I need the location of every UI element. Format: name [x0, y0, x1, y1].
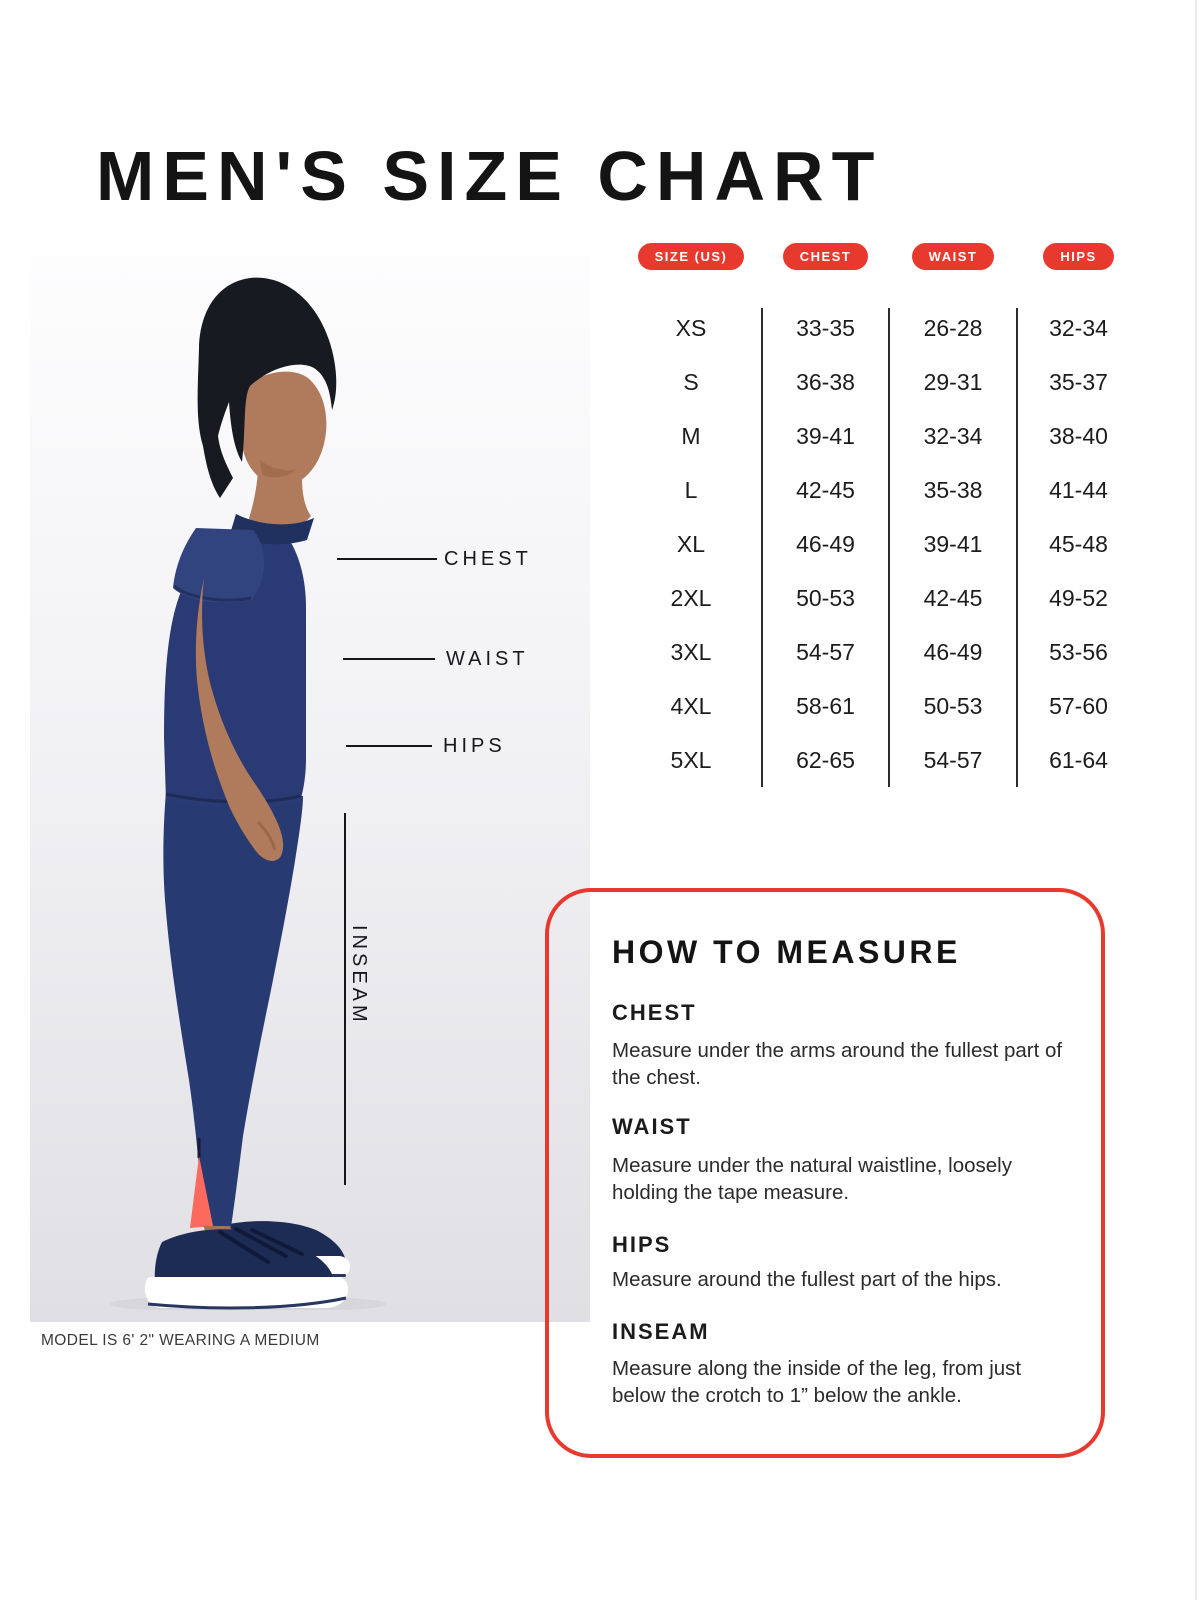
- chest-cell: 33-35: [796, 314, 855, 341]
- hips-cell: 49-52: [1049, 584, 1108, 611]
- chest-cell: 50-53: [796, 584, 855, 611]
- waist-cell: 29-31: [923, 368, 983, 395]
- measure-inseam-heading: INSEAM: [612, 1319, 710, 1344]
- hips-pointer-line: [346, 745, 432, 747]
- waist-label: WAIST: [446, 648, 529, 670]
- chest-cell: 46-49: [796, 530, 855, 557]
- measure-chest-text: Measure under the arms around the fullest part of the chest.: [612, 1039, 1063, 1089]
- measure-chest-heading: CHEST: [612, 1000, 697, 1025]
- chest-cell: 42-45: [796, 476, 855, 503]
- face: [241, 372, 327, 486]
- inseam-label: INSEAM: [348, 925, 370, 1026]
- model-caption: MODEL IS 6' 2" WEARING A MEDIUM: [41, 1332, 320, 1349]
- chest-cell: 39-41: [796, 422, 855, 449]
- size-cell: 2XL: [670, 584, 712, 611]
- size-cell: XS: [675, 314, 707, 341]
- page-title: MEN'S SIZE CHART: [96, 136, 883, 215]
- page-edge-line: [1195, 0, 1197, 1600]
- size-cell: S: [683, 368, 699, 395]
- column-divider: [1016, 308, 1018, 787]
- column-header-chest: [762, 243, 889, 301]
- waist-cell: 32-34: [923, 422, 983, 449]
- waist-cell: 54-57: [923, 746, 983, 773]
- inseam-pointer-line: [344, 813, 346, 1185]
- chest-cell: 62-65: [796, 746, 855, 773]
- hips-pill: HIPS: [1043, 243, 1113, 270]
- measure-hips-heading: HIPS: [612, 1232, 672, 1257]
- how-to-measure-title: HOW TO MEASURE: [612, 934, 961, 970]
- size-cell: 4XL: [670, 692, 712, 719]
- measure-inseam-text: Measure along the inside of the leg, from just below the crotch to 1” below the ankle.: [612, 1357, 1022, 1407]
- chest-cell: 54-57: [796, 638, 855, 665]
- waist-pill: WAIST: [912, 243, 995, 270]
- sleeve: [173, 528, 264, 603]
- size-cell: 5XL: [670, 746, 712, 773]
- column-divider: [761, 308, 763, 787]
- waist-cell: 42-45: [923, 584, 983, 611]
- hips-cell: 57-60: [1049, 692, 1108, 719]
- column-header-hips: [1017, 243, 1140, 301]
- waist-cell: 35-38: [923, 476, 983, 503]
- waist-cell: 26-28: [923, 314, 983, 341]
- column-header-waist: [889, 243, 1017, 301]
- measure-waist-heading: WAIST: [612, 1114, 692, 1139]
- model-illustration: [100, 270, 400, 1310]
- hips-cell: 35-37: [1049, 368, 1108, 395]
- waist-cell: 50-53: [923, 692, 983, 719]
- hips-cell: 41-44: [1049, 476, 1108, 503]
- chest-cell: 58-61: [796, 692, 855, 719]
- size-cell: M: [681, 422, 701, 449]
- size-cell: XL: [676, 530, 706, 557]
- hips-cell: 53-56: [1049, 638, 1108, 665]
- column-divider: [888, 308, 890, 787]
- size-us-pill: SIZE (US): [638, 243, 745, 270]
- hips-cell: 45-48: [1049, 530, 1108, 557]
- waist-cell: 39-41: [923, 530, 983, 557]
- measure-waist-text: Measure under the natural waistline, loosely holding the tape measure.: [612, 1154, 1012, 1204]
- hips-cell: 38-40: [1049, 422, 1108, 449]
- waist-cell: 46-49: [923, 638, 983, 665]
- hips-cell: 61-64: [1049, 746, 1108, 773]
- column-header-size: [620, 243, 762, 301]
- hips-cell: 32-34: [1049, 314, 1108, 341]
- hips-label: HIPS: [443, 735, 506, 757]
- scrub-pants: [163, 792, 303, 1227]
- chest-cell: 36-38: [796, 368, 855, 395]
- size-cell: 3XL: [670, 638, 712, 665]
- size-table-grid: [620, 243, 1140, 787]
- chest-pill: CHEST: [783, 243, 869, 270]
- chest-label: CHEST: [444, 548, 532, 570]
- size-table: [620, 243, 1140, 787]
- measure-hips-text: Measure around the fullest part of the hips.: [612, 1268, 1002, 1291]
- waist-pointer-line: [343, 658, 435, 660]
- chest-pointer-line: [337, 558, 437, 560]
- size-cell: L: [684, 476, 698, 503]
